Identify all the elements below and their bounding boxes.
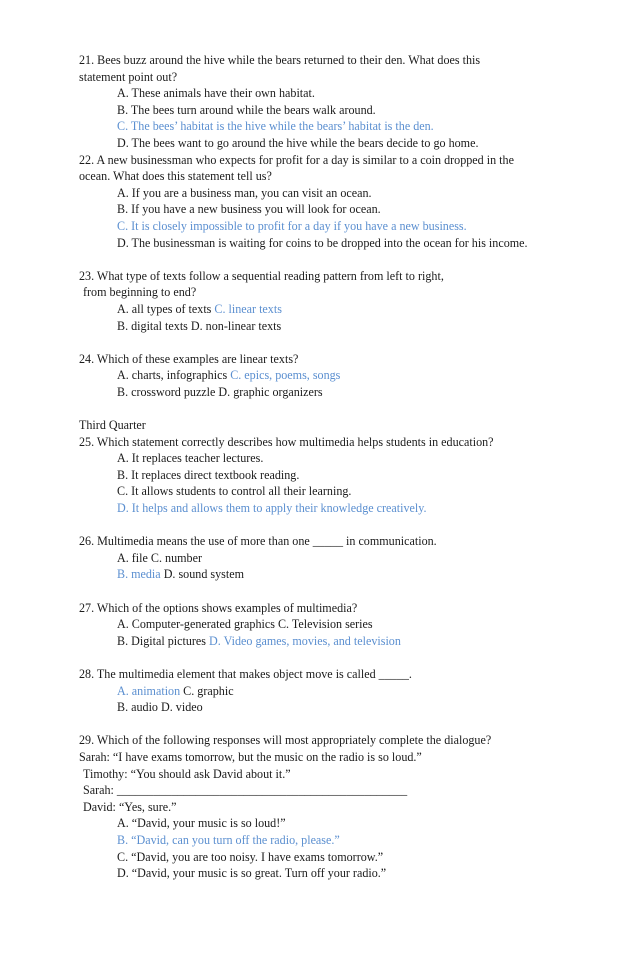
option-d-answer: D. It helps and allows them to apply their knowledge creatively.	[117, 501, 427, 516]
option-b: B. The bees turn around while the bears walk around.	[117, 102, 376, 117]
question-27	[79, 600, 598, 650]
question-26	[79, 533, 598, 583]
option-c-answer: C. linear texts	[214, 301, 282, 316]
dialogue-line-sarah-blank: Sarah: ________________________________________________	[83, 783, 408, 798]
option-a: A. These animals have their own habitat.	[117, 86, 315, 101]
option-row-a-c	[79, 301, 598, 318]
question-stem: 22. A new businessman who expects for profit for a day is similar to a coin dropped in the	[79, 152, 514, 167]
option-row-b-d	[79, 633, 598, 650]
option-c-answer: C. It is closely impossible to profit for a day if you have a new business.	[117, 218, 467, 233]
option-c: C. graphic	[180, 683, 234, 698]
question-25	[79, 434, 598, 517]
question-24	[79, 351, 598, 401]
question-23	[79, 268, 598, 334]
option-c: C. It allows students to control all their learning.	[117, 484, 352, 499]
option-d-answer: D. Video games, movies, and television	[209, 633, 401, 648]
option-row-b-d	[79, 566, 598, 583]
question-29	[79, 732, 598, 881]
option-row-b-d: B. crossword puzzle D. graphic organizers	[117, 384, 323, 399]
question-stem: 23. What type of texts follow a sequential reading pattern from left to right,	[79, 268, 444, 283]
question-22	[79, 152, 598, 252]
option-a-answer: A. animation	[117, 683, 181, 698]
question-28	[79, 666, 598, 716]
spacer	[79, 251, 598, 268]
spacer	[79, 649, 598, 666]
option-b: B. It replaces direct textbook reading.	[117, 467, 300, 482]
dialogue-line-david: David: “Yes, sure.”	[83, 799, 177, 814]
question-stem: 29. Which of the following responses will most appropriately complete the dialogue?	[79, 733, 492, 748]
option-row-a-c	[79, 367, 598, 384]
question-stem: 26. Multimedia means the use of more than one _____ in communication.	[79, 534, 437, 549]
question-21	[79, 52, 598, 152]
option-row-a-c	[79, 683, 598, 700]
option-a: A. “David, your music is so loud!”	[117, 816, 286, 831]
option-b: B. Digital pictures	[117, 633, 210, 648]
option-c-answer: C. The bees’ habitat is the hive while the bears’ habitat is the den.	[117, 119, 434, 134]
option-b-answer: B. media	[117, 567, 161, 582]
option-row-a-c: A. file C. number	[117, 550, 202, 565]
option-d: D. “David, your music is so great. Turn off your radio.”	[117, 866, 387, 881]
option-a: A. If you are a business man, you can visit an ocean.	[117, 185, 372, 200]
question-stem: 25. Which statement correctly describes how multimedia helps students in education?	[79, 434, 494, 449]
spacer	[79, 716, 598, 733]
option-row-b-d: B. digital texts D. non-linear texts	[117, 318, 282, 333]
question-stem: 28. The multimedia element that makes object move is called _____.	[79, 666, 412, 681]
dialogue-line-timothy: Timothy: “You should ask David about it.”	[83, 766, 291, 781]
spacer	[79, 334, 598, 351]
option-d: D. The businessman is waiting for coins to be dropped into the ocean for his income.	[117, 235, 528, 250]
option-a: A. It replaces teacher lectures.	[117, 451, 264, 466]
option-d: D. The bees want to go around the hive while the bears decide to go home.	[117, 135, 479, 150]
option-row-a-c: A. Computer-generated graphics C. Television series	[117, 617, 373, 632]
option-b-answer: B. “David, can you turn off the radio, please.”	[117, 832, 340, 847]
question-stem: 21. Bees buzz around the hive while the bears returned to their den. What does this	[79, 53, 481, 67]
question-stem: from beginning to end?	[83, 285, 197, 300]
option-a: A. all types of texts	[117, 301, 215, 316]
dialogue-line-sarah: Sarah: “I have exams tomorrow, but the music on the radio is so loud.”	[79, 749, 422, 764]
spacer	[79, 583, 598, 600]
question-stem: 24. Which of these examples are linear texts?	[79, 351, 299, 366]
option-a: A. charts, infographics	[117, 368, 231, 383]
question-stem: ocean. What does this statement tell us?	[79, 169, 272, 184]
option-b: B. If you have a new business you will look for ocean.	[117, 202, 381, 217]
spacer	[79, 400, 598, 417]
question-stem: statement point out?	[79, 69, 178, 84]
question-stem: 27. Which of the options shows examples of multimedia?	[79, 600, 358, 615]
spacer	[79, 517, 598, 534]
option-d: D. sound system	[160, 567, 244, 582]
option-c: C. “David, you are too noisy. I have exams tomorrow.”	[117, 849, 384, 864]
section-heading: Third Quarter	[79, 418, 146, 433]
option-row-b-d: B. audio D. video	[117, 700, 203, 715]
option-c-answer: C. epics, poems, songs	[230, 368, 341, 383]
